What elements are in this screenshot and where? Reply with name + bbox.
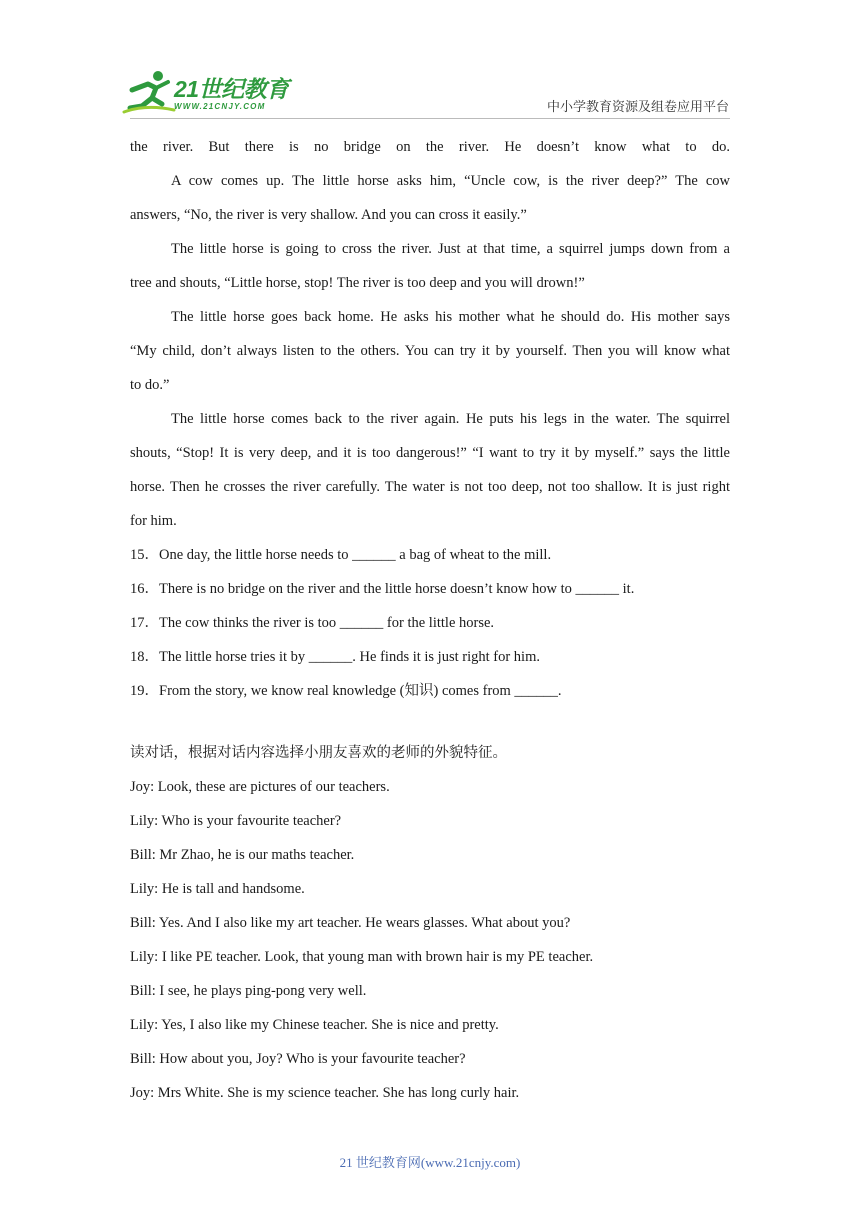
passage-line: The little horse goes back home. He asks his mother what he should do. His mother says bbox=[171, 309, 730, 325]
passage-line: The little horse comes back to the river again. He puts his legs in the water. The squirrel bbox=[171, 411, 730, 427]
section-gap bbox=[130, 708, 730, 736]
runner-logo-icon bbox=[122, 68, 178, 118]
dialogue-line: Joy: Look, these are pictures of our teachers. bbox=[130, 779, 390, 795]
question-16: 16．There is no bridge on the river and the little horse doesn’t know how to ______ it. bbox=[130, 581, 635, 597]
dialogue-line: Lily: Yes, I also like my Chinese teacher. She is nice and pretty. bbox=[130, 1017, 499, 1033]
passage-line: the river. But there is no bridge on the river. He doesn’t know what to do. bbox=[130, 139, 730, 155]
passage-line: The little horse is going to cross the river. Just at that time, a squirrel jumps down from a bbox=[171, 241, 730, 257]
dialogue-line: Lily: Who is your favourite teacher? bbox=[130, 813, 342, 829]
question-18: 18．The little horse tries it by ______. He finds it is just right for him. bbox=[130, 649, 540, 665]
question-list bbox=[130, 538, 730, 708]
dialogue-line: Bill: Yes. And I also like my art teacher. He wears glasses. What about you? bbox=[130, 915, 571, 931]
question-15: 15．One day, the little horse needs to ______ a bag of wheat to the mill. bbox=[130, 547, 552, 563]
passage-line: for him. bbox=[130, 513, 177, 529]
header-divider bbox=[130, 118, 730, 119]
reading-passage bbox=[130, 130, 730, 538]
passage-line: “My child, don’t always listen to the others. You can try it by yourself. Then you will know what bbox=[130, 343, 730, 359]
passage-line: horse. Then he crosses the river carefully. The water is not too deep, not too shallow. It is just right bbox=[130, 479, 730, 495]
dialogue bbox=[130, 770, 730, 1110]
passage-line: A cow comes up. The little horse asks him, “Uncle cow, is the river deep?” The cow bbox=[171, 173, 730, 189]
dialogue-instruction: 读对话，根据对话内容选择小朋友喜欢的老师的外貌特征。 bbox=[130, 745, 507, 761]
logo bbox=[122, 68, 292, 118]
passage-line: answers, “No, the river is very shallow. And you can cross it easily.” bbox=[130, 207, 527, 223]
page-header bbox=[0, 0, 860, 125]
dialogue-line: Joy: Mrs White. She is my science teacher. She has long curly hair. bbox=[130, 1085, 520, 1101]
passage-line: tree and shouts, “Little horse, stop! The river is too deep and you will drown!” bbox=[130, 275, 585, 291]
passage-line: to do.” bbox=[130, 377, 170, 393]
page-footer: 21 世纪教育网(www.21cnjy.com) bbox=[339, 1155, 521, 1170]
dialogue-line: Lily: I like PE teacher. Look, that young man with brown hair is my PE teacher. bbox=[130, 949, 594, 965]
question-19: 19．From the story, we know real knowledge (知识) comes from ______. bbox=[130, 683, 562, 699]
dialogue-line: Bill: I see, he plays ping-pong very well. bbox=[130, 983, 367, 999]
logo-url: WWW.21CNJY.COM bbox=[174, 102, 266, 111]
dialogue-line: Lily: He is tall and handsome. bbox=[130, 881, 305, 897]
dialogue-line: Bill: How about you, Joy? Who is your favourite teacher? bbox=[130, 1051, 466, 1067]
logo-text: 21世纪教育 bbox=[174, 76, 289, 102]
dialogue-line: Bill: Mr Zhao, he is our maths teacher. bbox=[130, 847, 355, 863]
platform-label: 中小学教育资源及组卷应用平台 bbox=[546, 99, 729, 114]
document-body bbox=[130, 130, 730, 1110]
question-17: 17．The cow thinks the river is too ______ for the little horse. bbox=[130, 615, 495, 631]
passage-line: shouts, “Stop! It is very deep, and it is too dangerous!” “I want to try it by myself.” says the little bbox=[130, 445, 730, 461]
